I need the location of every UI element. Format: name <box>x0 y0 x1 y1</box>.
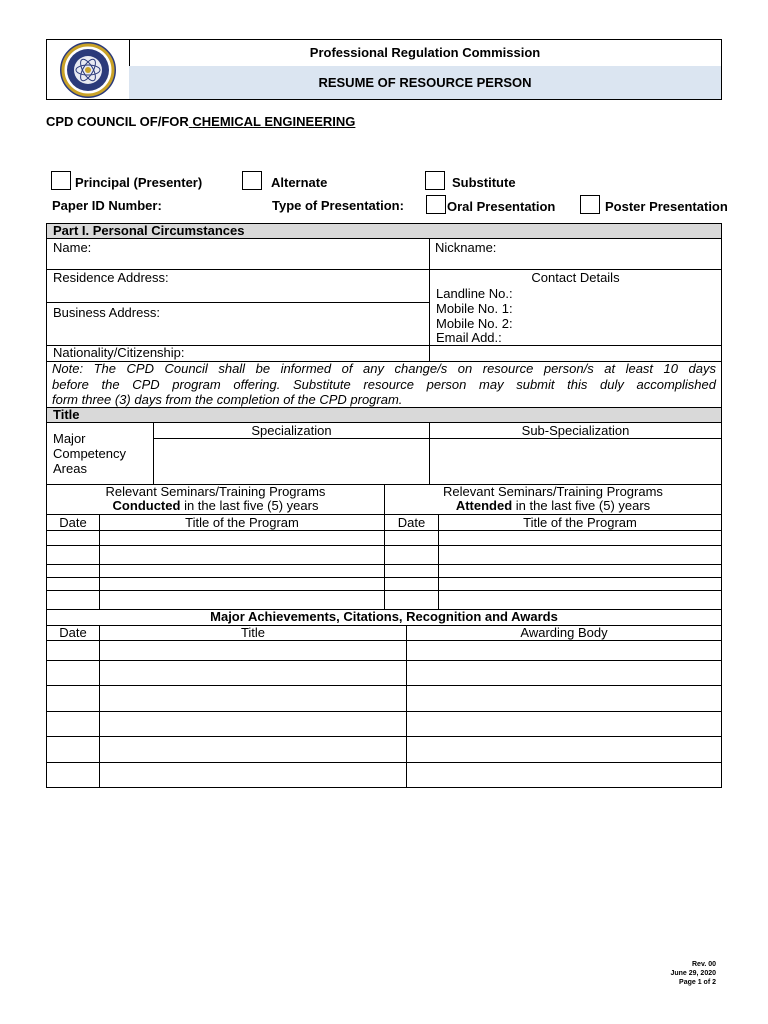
nationality-label: Nationality/Citizenship: <box>53 345 185 360</box>
awarding-body-heading: Awarding Body <box>520 625 608 640</box>
part2-title: Title <box>53 407 80 422</box>
prc-seal-logo <box>47 40 129 99</box>
logo-cell <box>47 40 130 99</box>
attended-title-heading: Title of the Program <box>523 515 637 530</box>
revision-footer: Rev. 00 June 29, 2020 Page 1 of 2 <box>670 961 716 986</box>
org-name: Professional Regulation Commission <box>129 40 721 67</box>
alternate-checkbox[interactable] <box>242 171 262 190</box>
mobile1-label: Mobile No. 1: <box>436 301 513 316</box>
council-name: CHEMICAL ENGINEERING <box>192 114 356 129</box>
part1-title: Part I. Personal Circumstances <box>53 223 245 238</box>
business-address-label: Business Address: <box>53 305 160 320</box>
name-label: Name: <box>53 240 92 255</box>
presentation-type-label: Type of Presentation: <box>272 198 404 213</box>
attended-seminars-heading: Relevant Seminars/Training Programs Attended in the last five (5) years <box>443 484 663 513</box>
change-notice: Note: The CPD Council shall be informed of any change/s on resource person/s at least 10 days before the CPD program offering. Substitute resource person may submit this duly accomplished form three (3) days from the completion of the CPD program. <box>52 361 716 407</box>
conducted-date-heading: Date <box>59 515 87 530</box>
mobile2-label: Mobile No. 2: <box>436 316 513 331</box>
email-label: Email Add.: <box>436 330 502 345</box>
part2-header-bg <box>46 407 722 422</box>
achievements-heading: Major Achievements, Citations, Recognition and Awards <box>210 609 558 624</box>
council-line <box>46 114 355 129</box>
achievement-date-heading: Date <box>59 625 87 640</box>
sub-specialization-heading: Sub-Specialization <box>521 423 630 438</box>
contact-details-heading: Contact Details <box>531 270 620 285</box>
major-competency-label: Major Competency Areas <box>53 431 126 476</box>
attended-date-heading: Date <box>397 515 426 530</box>
oral-presentation-label: Oral Presentation <box>447 199 556 214</box>
conducted-seminars-heading: Relevant Seminars/Training Programs Conducted in the last five (5) years <box>105 484 326 513</box>
poster-presentation-checkbox[interactable] <box>580 195 600 214</box>
residence-address-label: Residence Address: <box>53 270 169 285</box>
principal-checkbox[interactable] <box>51 171 71 190</box>
form-header <box>46 39 722 100</box>
specialization-heading: Specialization <box>251 423 332 438</box>
principal-label: Principal (Presenter) <box>75 175 203 190</box>
alternate-label: Alternate <box>271 175 328 190</box>
achievement-title-heading: Title <box>240 625 266 640</box>
oral-presentation-checkbox[interactable] <box>426 195 446 214</box>
council-prefix: CPD COUNCIL OF/FOR <box>46 114 189 129</box>
poster-presentation-label: Poster Presentation <box>605 199 728 214</box>
substitute-label: Substitute <box>452 175 516 190</box>
substitute-checkbox[interactable] <box>425 171 445 190</box>
paper-id-label: Paper ID Number: <box>52 198 162 213</box>
conducted-title-heading: Title of the Program <box>185 515 299 530</box>
form-title: RESUME OF RESOURCE PERSON <box>129 66 721 99</box>
nickname-label: Nickname: <box>435 240 497 255</box>
landline-label: Landline No.: <box>436 286 513 301</box>
